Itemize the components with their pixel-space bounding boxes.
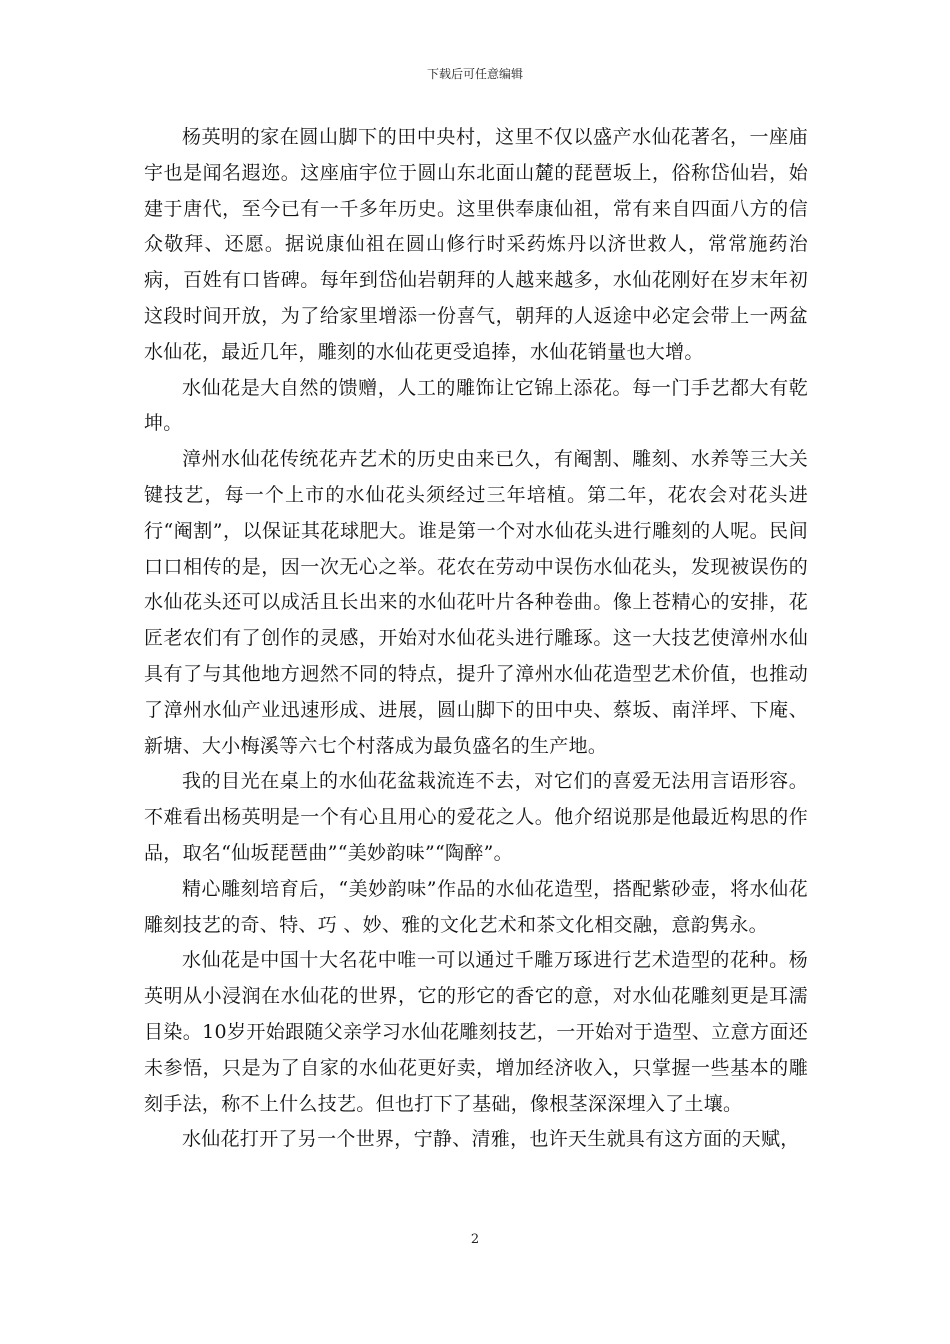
paragraph-6: 水仙花是中国十大名花中唯一可以通过千雕万琢进行艺术造型的花种。杨英明从小浸润在水仙花的世界，它的形它的香它的意，对水仙花雕刻更是耳濡目染。10岁开始跟随父亲学习水仙花雕刻技艺，一开始对于造型、立意方面还未参悟，只是为了自家的水仙花更好卖，增加经济收入，只掌握一些基本的雕刻手法，称不上什么技艺。但也打下了基础，像根茎深深埋入了土壤。 <box>144 949 808 1115</box>
document-body <box>144 120 808 1158</box>
paragraph-1: 杨英明的家在圆山脚下的田中央村，这里不仅以盛产水仙花著名，一座庙宇也是闻名遐迩。这座庙宇位于圆山东北面山麓的琵琶坂上，俗称岱仙岩，始建于唐代，至今已有一千多年历史。这里供奉康仙祖，常有来自四面八方的信众敬拜、还愿。据说康仙祖在圆山修行时采药炼丹以济世救人，常常施药治病，百姓有口皆碑。每年到岱仙岩朝拜的人越来越多，水仙花刚好在岁末年初这段时间开放，为了给家里增添一份喜气，朝拜的人返途中必定会带上一两盆水仙花，最近几年，雕刻的水仙花更受追捧，水仙花销量也大增。 <box>144 126 808 363</box>
paragraph-5: 精心雕刻培育后，“美妙韵味”作品的水仙花造型，搭配紫砂壶，将水仙花雕刻技艺的奇、特、巧 、妙、雅的文化艺术和茶文化相交融，意韵隽永。 <box>144 877 808 936</box>
page-header: 下载后可任意编辑 <box>426 67 523 81</box>
paragraph-2: 水仙花是大自然的馈赠，人工的雕饰让它锦上添花。每一门手艺都大有乾坤。 <box>144 376 808 435</box>
page-number: 2 <box>470 1232 480 1247</box>
paragraph-4: 我的目光在桌上的水仙花盆栽流连不去，对它们的喜爱无法用言语形容。不难看出杨英明是一个有心且用心的爱花之人。他介绍说那是他最近构思的作品，取名“仙坂琵琶曲”“美妙韵味”“陶醉”。 <box>144 770 808 864</box>
paragraph-7: 水仙花打开了另一个世界，宁静、清雅，也许天生就具有这方面的天赋， <box>182 1128 800 1151</box>
paragraph-3: 漳州水仙花传统花卉艺术的历史由来已久，有阉割、雕刻、水养等三大关键技艺，每一个上市的水仙花头须经过三年培植。第二年，花农会对花头进行“阉割”，以保证其花球肥大。谁是第一个对水仙花头进行雕刻的人呢。民间口口相传的是，因一次无心之举。花农在劳动中误伤水仙花头，发现被误伤的水仙花头还可以成活且长出来的水仙花叶片各种卷曲。像上苍精心的安排，花匠老农们有了创作的灵感，开始对水仙花头进行雕琢。这一大技艺使漳州水仙具有了与其他地方迥然不同的特点，提升了漳州水仙花造型艺术价值，也推动了漳州水仙产业迅速形成、进展，圆山脚下的田中央、蔡坂、南洋坪、下庵、新塘、大小梅溪等六七个村落成为最负盛名的生产地。 <box>144 448 808 757</box>
